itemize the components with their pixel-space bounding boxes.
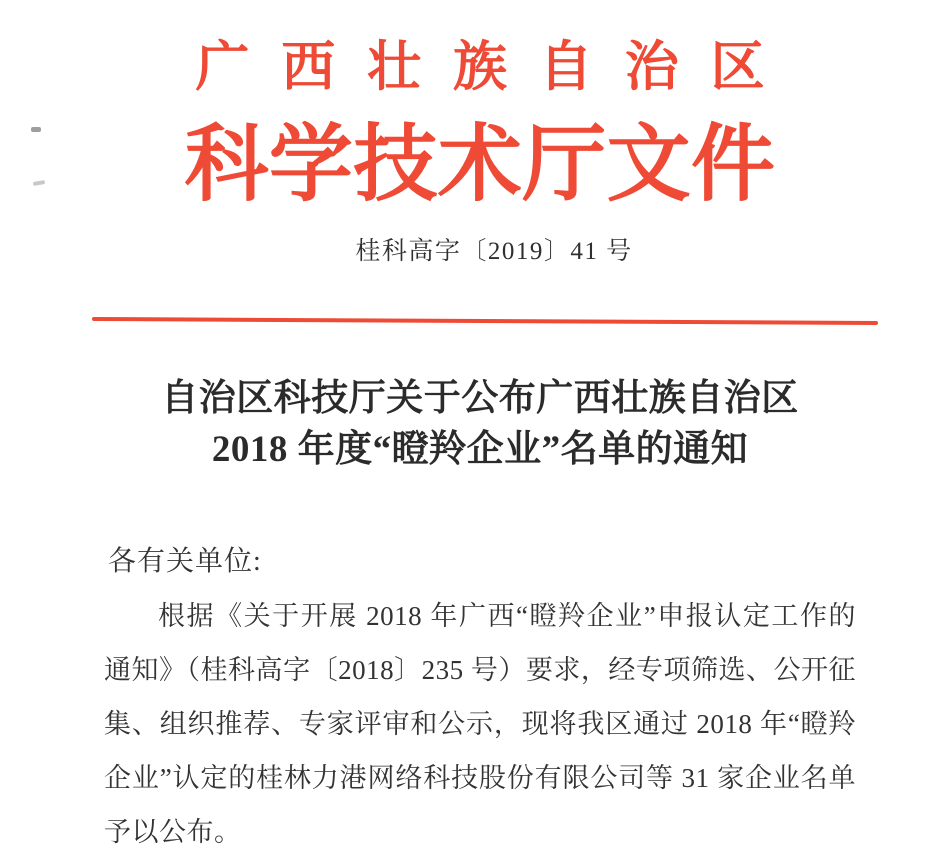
paragraph-line: 集、组织推荐、专家评审和公示，现将我区通过 2018 年“瞪羚 [104,709,856,739]
agency-name-line: 广 西 壮 族 自 治 区 [195,37,774,97]
paragraph-line: 通知》（桂科高字〔2018〕235 号）要求，经专项筛选、公开征 [104,655,856,685]
paragraph-line: 企业”认定的桂林力港网络科技股份有限公司等 31 家企业名单 [104,763,856,793]
red-divider-line [92,317,878,325]
paragraph-line: 予以公布。 [104,817,242,847]
document-title-line2: 2018 年度“瞪羚企业”名单的通知 [211,429,749,470]
paragraph-line: 根据《关于开展 2018 年广西“瞪羚企业”申报认定工作的 [158,601,856,631]
document-type-line: 科学技术厅文件 [184,119,776,212]
body-paragraph [104,589,856,855]
document-title-line1: 自治区科技厅关于公布广西壮族自治区 [161,378,799,419]
document-title [28,373,932,475]
doc-number: 桂科高字〔2019〕41 号 [355,238,633,265]
salutation: 各有关单位: [108,546,262,577]
